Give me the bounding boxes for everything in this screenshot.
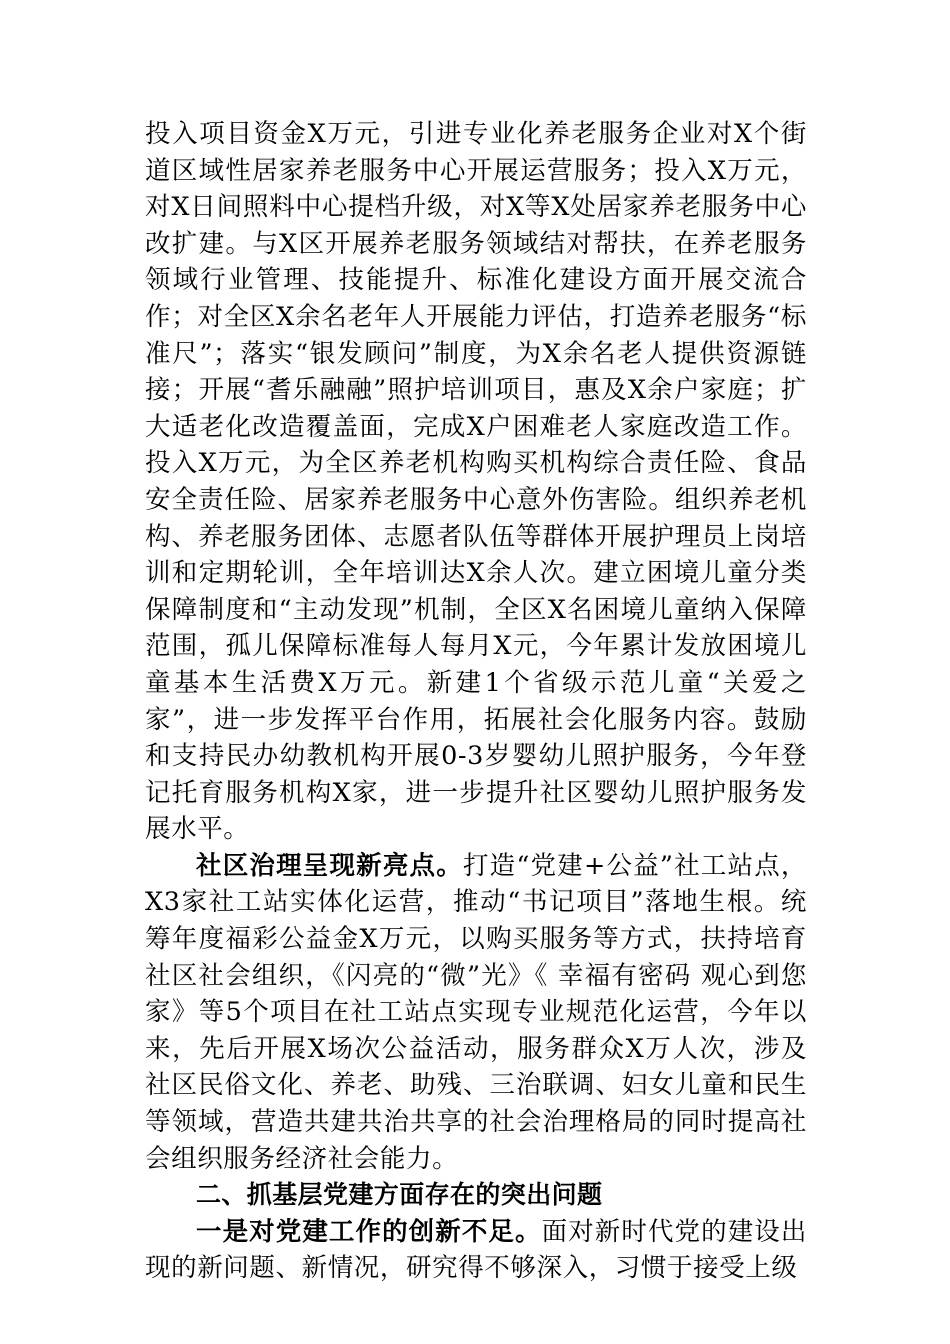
paragraph-community-governance [145, 848, 807, 1177]
paragraph-elderly-child-services: 投入项目资金X万元，引进专业化养老服务企业对X个街道区域性居家养老服务中心开展运营服务；投入X万元，对X日间照料中心提档升级，对X等X处居家养老服务中心改扩建。与X区开展养老服务领域结对帮扶，在养老服务领域行业管理、技能提升、标准化建设方面开展交流合作；对全区X余名老年人开展能力评估，打造养老服务“标准尺”；落实“银发顾问”制度，为X余名老人提供资源链接；开展“耆乐融融”照护培训项目，惠及X余户家庭；扩大适老化改造覆盖面，完成X户困难老人家庭改造工作。投入X万元，为全区养老机构购买机构综合责任险、食品安全责任险、居家养老服务中心意外伤害险。组织养老机构、养老服务团体、志愿者队伍等群体开展护理员上岗培训和定期轮训，全年培训达X余人次。建立困境儿童分类保障制度和“主动发现”机制，全区X名困境儿童纳入保障范围，孤儿保障标准每人每月X元，今年累计发放困境儿童基本生活费X万元。新建1个省级示范儿童“关爱之家”，进一步发挥平台作用，拓展社会化服务内容。鼓励和支持民办幼教机构开展0-3岁婴幼儿照护服务，今年登记托育服务机构X家，进一步提升社区婴幼儿照护服务发展水平。 [145, 119, 807, 845]
paragraph-lead-community-governance: 社区治理呈现新亮点。 [196, 850, 463, 881]
paragraph-body-innovation-shortfall: 面对新时代党的建设出现的新问题、新情况，研究得不够深入，习惯于接受上级 [145, 1216, 807, 1284]
document-page [145, 116, 807, 1287]
paragraph-body-community-governance: 打造“党建+公益”社工站点，X3家社工站实体化运营，推动“书记项目”落地生根。统筹年度福彩公益金X万元，以购买服务等方式，扶持培育社区社会组织，《闪亮的“微”光》《 幸福有密码 观心到您家》等5个项目在社工站点实现专业规范化运营，今年以来，先后开展X场次公益活动，服务群众X万人次，涉及社区民俗文化、养老、助残、三治联调、妇女儿童和民生等领域，营造共建共治共享的社会治理格局的同时提高社会组织服务经济社会能力。 [145, 850, 807, 1174]
section-heading-problems: 二、抓基层党建方面存在的突出问题 [196, 1180, 603, 1210]
paragraph-innovation-shortfall [145, 1214, 807, 1287]
paragraph-lead-innovation-shortfall: 一是对党建工作的创新不足。 [196, 1216, 542, 1247]
